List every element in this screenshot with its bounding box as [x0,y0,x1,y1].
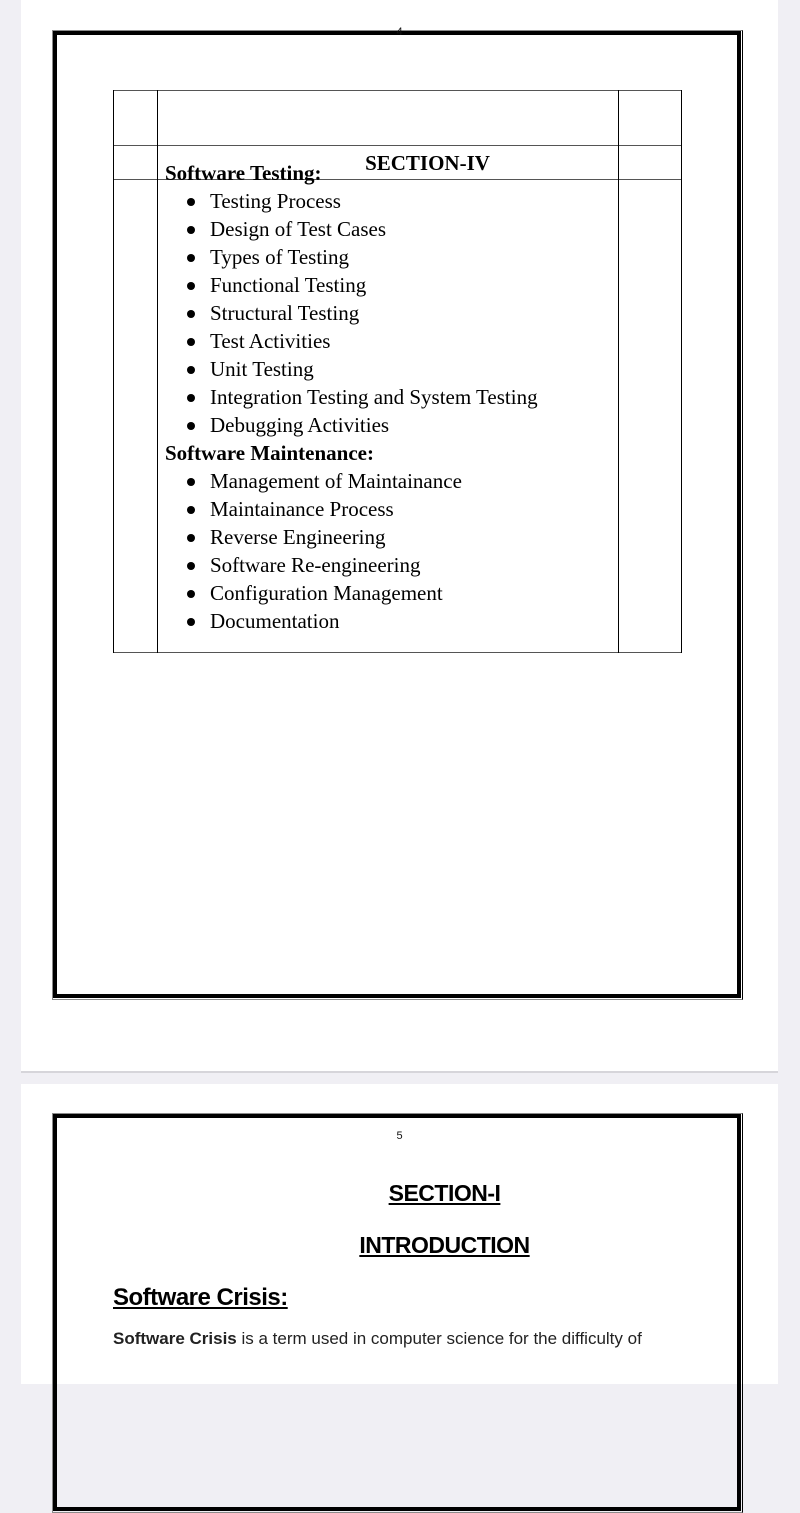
page-border [52,1113,743,1513]
section-title: SECTION-IV [365,151,490,175]
bullet-icon [187,506,195,514]
chapter-title: INTRODUCTION [359,1232,530,1258]
syllabus-content [165,159,615,635]
list-item [165,271,615,299]
list-item-text: Software Re-engineering [210,553,421,577]
table-column-divider [618,90,619,653]
table-border-left [113,90,114,653]
list-item [165,383,615,411]
group-heading: Software Maintenance: [165,441,374,465]
list-item [165,243,615,271]
topic-list [165,467,615,635]
page-number: 4 [396,26,403,38]
list-item [165,355,615,383]
bullet-icon [187,562,195,570]
topic-list [165,187,615,439]
table-rule-top [113,90,682,91]
list-item-text: Maintainance Process [210,497,394,521]
page-border-inner [53,1114,741,1511]
list-item-text: Design of Test Cases [210,217,387,241]
list-item-text: Testing Process [210,189,341,213]
bullet-icon [187,282,195,290]
list-item [165,523,615,551]
bullet-icon [187,590,195,598]
paragraph-lead: Software Crisis [113,1329,237,1348]
paragraph [113,1329,642,1349]
bullet-icon [187,310,195,318]
list-item [165,607,615,635]
list-item [165,299,615,327]
bullet-icon [187,366,195,374]
page-number: 5 [396,1130,403,1142]
bullet-icon [187,226,195,234]
list-item-text: Structural Testing [210,301,360,325]
list-item-text: Management of Maintainance [210,469,462,493]
list-item [165,327,615,355]
list-item [165,551,615,579]
list-item [165,467,615,495]
bullet-icon [187,394,195,402]
bullet-icon [187,254,195,262]
list-item-text: Test Activities [210,329,331,353]
document-page-5 [21,1084,778,1384]
topic-heading: Software Crisis: [113,1284,288,1311]
bullet-icon [187,338,195,346]
list-item-text: Configuration Management [210,581,443,605]
syllabus-table [113,90,682,653]
list-item [165,215,615,243]
list-item-text: Functional Testing [210,273,367,297]
bullet-icon [187,422,195,430]
bullet-icon [187,534,195,542]
list-item-text: Documentation [210,609,340,633]
list-item-text: Unit Testing [210,357,314,381]
list-item-text: Debugging Activities [210,413,390,437]
bullet-icon [187,618,195,626]
list-item-text: Types of Testing [210,245,349,269]
table-border-right [681,90,682,653]
list-item [165,495,615,523]
list-item [165,411,615,439]
document-page-4 [21,0,778,1071]
section-title: SECTION-I [388,1180,501,1206]
bullet-icon [187,198,195,206]
table-rule-bottom [113,652,682,653]
paragraph-text: is a term used in computer science for the difficulty of [236,1329,642,1348]
list-item-text: Integration Testing and System Testing [210,385,538,409]
list-item [165,187,615,215]
list-item [165,579,615,607]
bullet-icon [187,478,195,486]
list-item-text: Reverse Engineering [210,525,386,549]
group-heading: Software Testing: [165,161,322,185]
